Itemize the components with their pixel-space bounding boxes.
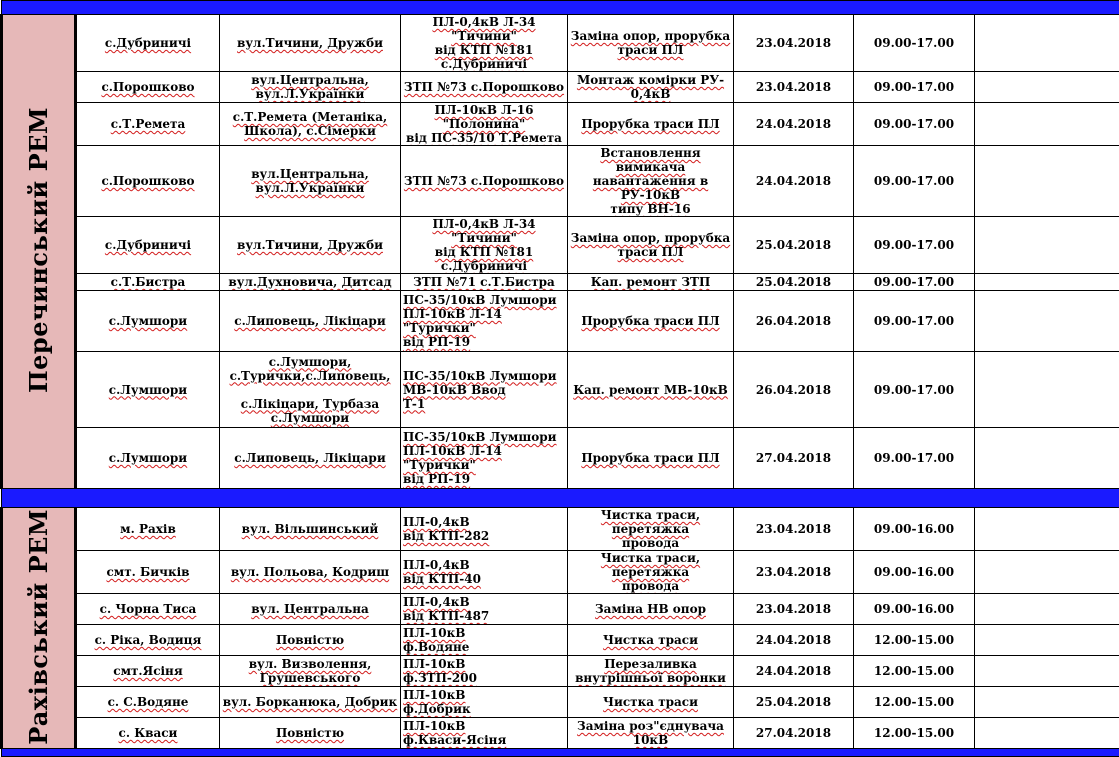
locality-cell: с. Кваси	[76, 718, 220, 749]
object-cell: ПЛ-0,4кВ від КТП-40	[401, 551, 568, 594]
note-cell	[975, 594, 1119, 625]
date-cell: 26.04.2018	[734, 352, 854, 428]
work-cell: Прорубка траси ПЛ	[568, 103, 734, 146]
section-separator	[2, 749, 1119, 757]
work-cell: Заміна роз"єднувача 10кВ	[568, 718, 734, 749]
note-cell	[975, 428, 1119, 489]
streets-cell: вул. Вільшинський	[220, 508, 401, 551]
note-cell	[975, 352, 1119, 428]
work-cell: Чистка траси	[568, 687, 734, 718]
time-cell: 09.00-17.00	[854, 103, 975, 146]
work-cell: Перезаливка внутрішньої воронки	[568, 656, 734, 687]
separator-bar	[2, 749, 1119, 757]
work-cell: Чистка траси, перетяжка провода	[568, 551, 734, 594]
date-cell: 23.04.2018	[734, 594, 854, 625]
streets-cell: вул.Центральна, вул.Л.Українки	[220, 146, 401, 217]
time-cell: 12.00-15.00	[854, 718, 975, 749]
locality-cell: с.Т.Бистра	[76, 274, 220, 291]
date-cell: 23.04.2018	[734, 508, 854, 551]
table-row	[2, 551, 1119, 594]
locality-cell: с. Ріка, Водиця	[76, 625, 220, 656]
object-cell: ПЛ-0,4кВ Л-34 "Тичини" від КТП №181 с.Дубриничі	[401, 217, 568, 274]
section-separator	[2, 489, 1119, 508]
object-cell: ПС-35/10кВ Лумшори ПЛ-10кВ Л-14 "Турички" від РП-19	[401, 291, 568, 352]
note-cell	[975, 217, 1119, 274]
locality-cell: с.Лумшори	[76, 352, 220, 428]
table-row	[2, 656, 1119, 687]
locality-cell: с. Чорна Тиса	[76, 594, 220, 625]
table-row	[2, 217, 1119, 274]
date-cell: 23.04.2018	[734, 551, 854, 594]
work-cell: Чистка траси	[568, 625, 734, 656]
date-cell: 25.04.2018	[734, 687, 854, 718]
rem-label: Рахівський РЕМ	[32, 509, 46, 745]
date-cell: 24.04.2018	[734, 625, 854, 656]
work-cell: Кап. ремонт МВ-10кВ	[568, 352, 734, 428]
note-cell	[975, 146, 1119, 217]
note-cell	[975, 103, 1119, 146]
table-row	[2, 15, 1119, 72]
rem-label: Перечинський РЕМ	[32, 107, 46, 393]
section-separator	[2, 1, 1119, 15]
time-cell: 09.00-17.00	[854, 217, 975, 274]
time-cell: 09.00-17.00	[854, 146, 975, 217]
streets-cell: с.Липовець, Лікіцари	[220, 428, 401, 489]
streets-cell: вул. Центральна	[220, 594, 401, 625]
time-cell: 09.00-17.00	[854, 15, 975, 72]
note-cell	[975, 625, 1119, 656]
table-row	[2, 508, 1119, 551]
table-row	[2, 146, 1119, 217]
table-row	[2, 428, 1119, 489]
time-cell: 09.00-17.00	[854, 428, 975, 489]
table-row	[2, 103, 1119, 146]
locality-cell: с.Порошково	[76, 72, 220, 103]
time-cell: 09.00-16.00	[854, 594, 975, 625]
time-cell: 09.00-17.00	[854, 72, 975, 103]
note-cell	[975, 291, 1119, 352]
locality-cell: смт. Бичків	[76, 551, 220, 594]
work-cell: Прорубка траси ПЛ	[568, 428, 734, 489]
date-cell: 25.04.2018	[734, 274, 854, 291]
note-cell	[975, 508, 1119, 551]
separator-bar	[2, 489, 1119, 508]
table-row	[2, 72, 1119, 103]
object-cell: ПЛ-0,4кВ від КТП-487	[401, 594, 568, 625]
time-cell: 09.00-16.00	[854, 551, 975, 594]
object-cell: ПС-35/10кВ Лумшори ПЛ-10кВ Л-14 "Турички" від РП-19	[401, 428, 568, 489]
note-cell	[975, 718, 1119, 749]
locality-cell: с. С.Водяне	[76, 687, 220, 718]
time-cell: 12.00-15.00	[854, 656, 975, 687]
work-cell: Заміна опор, прорубка траси ПЛ	[568, 15, 734, 72]
streets-cell: с.Т.Ремета (Метаніка, Школа), с.Сімерки	[220, 103, 401, 146]
object-cell: ПЛ-0,4кВ від КТП-282	[401, 508, 568, 551]
table-row	[2, 625, 1119, 656]
date-cell: 23.04.2018	[734, 72, 854, 103]
object-cell: ПЛ-10кВ ф.Водяне	[401, 625, 568, 656]
work-cell: Встановлення вимикача навантаження в РУ-10кВ типу ВН-16	[568, 146, 734, 217]
streets-cell: Повністю	[220, 625, 401, 656]
date-cell: 24.04.2018	[734, 103, 854, 146]
rem-label-cell	[2, 508, 76, 749]
object-cell: ЗТП №71 с.Т.Бистра	[401, 274, 568, 291]
time-cell: 09.00-16.00	[854, 508, 975, 551]
locality-cell: с.Лумшори	[76, 291, 220, 352]
schedule-body	[2, 1, 1119, 757]
object-cell: ПС-35/10кВ Лумшори МВ-10кВ Ввод Т-1	[401, 352, 568, 428]
time-cell: 09.00-17.00	[854, 352, 975, 428]
note-cell	[975, 72, 1119, 103]
table-row	[2, 274, 1119, 291]
note-cell	[975, 15, 1119, 72]
time-cell: 09.00-17.00	[854, 274, 975, 291]
work-cell: Чистка траси, перетяжка провода	[568, 508, 734, 551]
note-cell	[975, 274, 1119, 291]
time-cell: 12.00-15.00	[854, 625, 975, 656]
streets-cell: с.Лумшори, с.Турички,с.Липовець, с.Лікіцари, Турбаза с.Лумшори	[220, 352, 401, 428]
date-cell: 24.04.2018	[734, 146, 854, 217]
streets-cell: вул.Центральна, вул.Л.Українки	[220, 72, 401, 103]
locality-cell: с.Порошково	[76, 146, 220, 217]
locality-cell: с.Дубриничі	[76, 217, 220, 274]
note-cell	[975, 656, 1119, 687]
object-cell: ПЛ-10кВ Л-16 "Полонина" від ПС-35/10 Т.Ремета	[401, 103, 568, 146]
streets-cell: вул. Борканюка, Добрик	[220, 687, 401, 718]
locality-cell: с.Лумшори	[76, 428, 220, 489]
note-cell	[975, 687, 1119, 718]
streets-cell: вул. Польова, Кодриш	[220, 551, 401, 594]
streets-cell: вул.Тичини, Дружби	[220, 15, 401, 72]
work-cell: Монтаж комірки РУ- 0,4кВ	[568, 72, 734, 103]
date-cell: 24.04.2018	[734, 656, 854, 687]
object-cell: ЗТП №73 с.Порошково	[401, 146, 568, 217]
work-cell: Заміна опор, прорубка траси ПЛ	[568, 217, 734, 274]
date-cell: 27.04.2018	[734, 428, 854, 489]
time-cell: 09.00-17.00	[854, 291, 975, 352]
locality-cell: м. Рахів	[76, 508, 220, 551]
locality-cell: с.Т.Ремета	[76, 103, 220, 146]
object-cell: ПЛ-0,4кВ Л-34 "Тичини" від КТП №181 с.Дубриничі	[401, 15, 568, 72]
object-cell: ПЛ-10кВ ф.Добрик	[401, 687, 568, 718]
note-cell	[975, 551, 1119, 594]
date-cell: 26.04.2018	[734, 291, 854, 352]
streets-cell: вул.Духновича, Дитсад	[220, 274, 401, 291]
streets-cell: вул. Визволення, Грушевського	[220, 656, 401, 687]
table-row	[2, 291, 1119, 352]
date-cell: 25.04.2018	[734, 217, 854, 274]
work-cell: Прорубка траси ПЛ	[568, 291, 734, 352]
object-cell: ПЛ-10кВ ф.Кваси-Ясіня	[401, 718, 568, 749]
streets-cell: вул.Тичини, Дружби	[220, 217, 401, 274]
separator-bar	[2, 1, 1119, 15]
time-cell: 12.00-15.00	[854, 687, 975, 718]
date-cell: 27.04.2018	[734, 718, 854, 749]
table-row	[2, 352, 1119, 428]
table-row	[2, 718, 1119, 749]
table-row	[2, 594, 1119, 625]
date-cell: 23.04.2018	[734, 15, 854, 72]
work-cell: Кап. ремонт ЗТП	[568, 274, 734, 291]
work-cell: Заміна НВ опор	[568, 594, 734, 625]
streets-cell: Повністю	[220, 718, 401, 749]
object-cell: ЗТП №73 с.Порошково	[401, 72, 568, 103]
streets-cell: с.Липовець, Лікіцари	[220, 291, 401, 352]
locality-cell: смт.Ясіня	[76, 656, 220, 687]
table-row	[2, 687, 1119, 718]
locality-cell: с.Дубриничі	[76, 15, 220, 72]
object-cell: ПЛ-10кВ ф.ЗТП-200	[401, 656, 568, 687]
rem-label-cell	[2, 15, 76, 489]
